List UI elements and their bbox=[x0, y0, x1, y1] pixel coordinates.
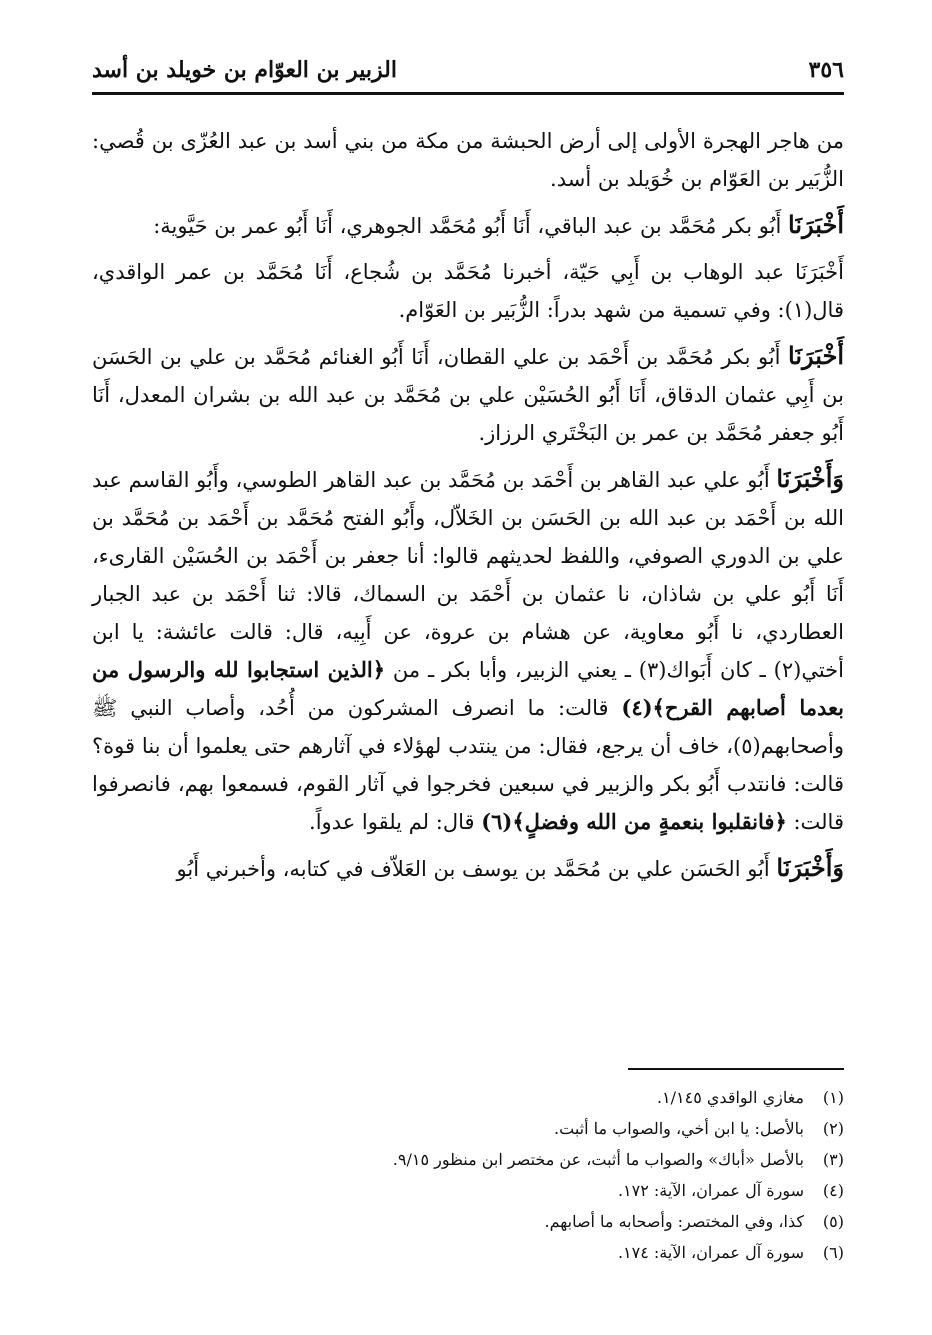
paragraph-4-lead: أَخْبَرَنَا bbox=[788, 341, 844, 370]
paragraph-5-lead: وَأَخْبَرَنَا bbox=[776, 464, 844, 493]
paragraph-2-text: أَبُو بكر مُحَمَّد بن عبد الباقي، أَنَا أَبُو مُحَمَّد الجوهري، أَنَا أَبُو عمر بن حَيَّوية: bbox=[153, 214, 789, 238]
footnote-number: (٥) bbox=[822, 1212, 844, 1231]
paragraph-6-lead: وَأَخْبَرَنَا bbox=[776, 853, 844, 882]
footnote-number: (٢) bbox=[822, 1119, 844, 1138]
footnote-number: (١) bbox=[822, 1088, 844, 1107]
paragraph-4-text: أَبُو بكر مُحَمَّد بن أَحْمَد بن علي القطان، أَنَا أَبُو الغنائم مُحَمَّد بن علي بن الحَسَن بن أَبِي عثمان الدقاق، أَنَا أَبُو الحُسَيْن علي بن مُحَمَّد بن عبد الله بن بشران المعدل، أَنَا أَبُو جعفر مُحَمَّد بن عمر بن البَخْتَري الرزاز. bbox=[92, 345, 844, 445]
footnote-number: (٣) bbox=[822, 1150, 844, 1169]
paragraph-6 bbox=[92, 849, 844, 888]
running-title: الزبير بن العوّام بن خويلد بن أسد bbox=[92, 57, 397, 83]
main-text bbox=[92, 122, 844, 896]
footnote-text: سورة آل عمران، الآية: ١٧٤. bbox=[617, 1243, 804, 1262]
paragraph-2-lead: أَخْبَرَنَا bbox=[788, 210, 844, 239]
quran-quote-1: ﴿الذين استجابوا لله والرسول من بعدما أصابهم القرح﴾(٤) bbox=[92, 657, 844, 720]
footnote-number: (٤) bbox=[822, 1181, 844, 1200]
paragraph-2 bbox=[92, 206, 844, 245]
paragraph-5-text-3: قال: لم يلقوا عدواً. bbox=[309, 810, 482, 834]
quran-quote-2: ﴿فانقلبوا بنعمةٍ من الله وفضلٍ﴾(٦) bbox=[481, 809, 787, 834]
paragraph-5 bbox=[92, 460, 844, 841]
paragraph-3-text: أَخْبَرَنَا عبد الوهاب بن أَبِي حَيّة، أخبرنا مُحَمَّد بن شُجاع، أَنَا مُحَمَّد بن عمر الواقدي، قال(١): وفي تسمية من شهد بدراً: الزُّبَير بن العَوّام. bbox=[92, 260, 845, 322]
footnote-text: بالأصل: يا ابن أخي، والصواب ما أثبت. bbox=[554, 1119, 804, 1138]
footnote-number: (٦) bbox=[822, 1243, 844, 1262]
paragraph-6-text: أَبُو الحَسَن علي بن مُحَمَّد بن يوسف بن العَلاّف في كتابه، وأخبرني أَبُو bbox=[176, 857, 777, 881]
footnote-6 bbox=[92, 1237, 844, 1268]
page-number: ٣٥٦ bbox=[808, 57, 844, 83]
footnotes bbox=[92, 1082, 844, 1268]
paragraph-1-text: من هاجر الهجرة الأولى إلى أرض الحبشة من مكة من بني أسد بن عبد العُزّى بن قُصي: الزُّبَير بن العَوّام بن خُوَيلد بن أسد. bbox=[92, 129, 844, 191]
footnote-3 bbox=[92, 1144, 844, 1175]
paragraph-4 bbox=[92, 337, 844, 452]
paragraph-3 bbox=[92, 253, 844, 329]
header-rule bbox=[92, 92, 844, 95]
footnote-text: سورة آل عمران، الآية: ١٧٢. bbox=[617, 1181, 804, 1200]
footnote-2 bbox=[92, 1113, 844, 1144]
footnote-4 bbox=[92, 1175, 844, 1206]
page-header bbox=[92, 52, 844, 88]
footnote-text: بالأصل «أباك» والصواب ما أثبت، عن مختصر ابن منظور ٩/١٥. bbox=[392, 1150, 804, 1169]
footnote-text: مغازي الواقدي ١/١٤٥. bbox=[656, 1088, 804, 1107]
paragraph-1 bbox=[92, 122, 844, 198]
paragraph-5-text-2: قالت: ما انصرف المشركون من أُحُد، وأصاب النبي ﷺ وأصحابهم(٥)، خاف أن يرجع، فقال: من ينتدب لهؤلاء في آثارهم حتى يعلموا أن بنا قوة؟ قالت: فانتدب أَبُو بكر والزبير في سبعين فخرجوا في آثار القوم، فسمعوا بهم، فانصرفوا قالت: bbox=[92, 696, 844, 834]
footnote-rule bbox=[628, 1068, 844, 1070]
footnote-1 bbox=[92, 1082, 844, 1113]
paragraph-5-text: أَبُو علي عبد القاهر بن أَحْمَد بن مُحَمَّد بن عبد القاهر الطوسي، وأَبُو القاسم عبد الله بن أَحْمَد بن عبد الله بن الحَسَن بن الخَلاّل، وأَبُو الفتح مُحَمَّد بن أَحْمَد بن مُحَمَّد بن علي بن الدوري الصوفي، واللفظ لحديثهم قالوا: أنا جعفر بن أَحْمَد بن الحُسَيْن القارىء، أَنَا أَبُو علي بن شاذان، نا عثمان بن أَحْمَد بن السماك، قالا: ثنا أَحْمَد بن عبد الجبار العطاردي، نا أَبُو معاوية، عن هشام بن عروة، عن أَبِيه، قال: قالت عائشة: يا ابن أختي(٢) ـ كان أَبَواك(٣) ـ يعني الزبير، وأبا بكر ـ من bbox=[92, 468, 844, 682]
footnote-5 bbox=[92, 1206, 844, 1237]
footnote-text: كذا، وفي المختصر: وأصحابه ما أصابهم. bbox=[544, 1212, 804, 1231]
